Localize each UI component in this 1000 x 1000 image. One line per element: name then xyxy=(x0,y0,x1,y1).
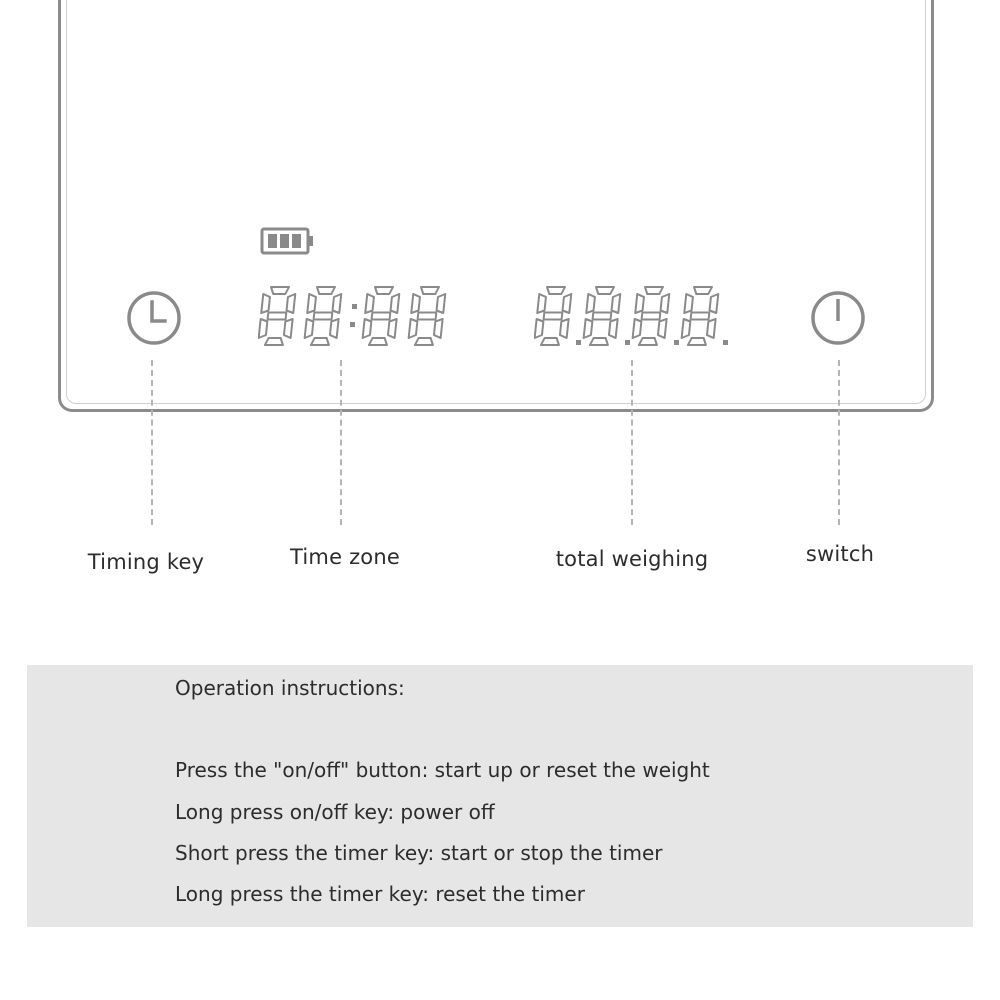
digit-segment xyxy=(374,287,393,294)
digit-segment xyxy=(307,294,316,313)
digit-segment xyxy=(635,294,644,313)
switch-leader xyxy=(838,360,840,525)
digit-segment xyxy=(259,319,268,338)
total-weighing-label: total weighing xyxy=(555,547,709,571)
instruction-line: Press the "on/off" button: start up or reset the weight xyxy=(175,758,710,782)
switch-label: switch xyxy=(805,542,875,566)
digit-segment xyxy=(595,287,614,294)
digit-segment xyxy=(562,294,571,313)
digit-segment xyxy=(434,319,443,338)
digit-segment xyxy=(688,338,707,345)
digit-segment xyxy=(314,313,333,320)
digit-segment xyxy=(390,294,399,313)
digit-segment xyxy=(411,294,420,313)
digit-segment xyxy=(541,338,560,345)
digit-segment xyxy=(415,338,434,345)
digit-segment xyxy=(372,313,391,320)
digit-segment xyxy=(660,294,669,313)
decimal-point xyxy=(576,340,581,345)
time-zone-leader xyxy=(340,360,342,525)
digit-segment xyxy=(560,319,569,338)
digit-segment xyxy=(709,294,718,313)
digit-segment xyxy=(436,294,445,313)
digit-segment xyxy=(388,319,397,338)
digit-segment xyxy=(546,287,565,294)
instruction-line: Short press the timer key: start or stop the timer xyxy=(175,841,663,865)
segment-digit xyxy=(583,287,621,345)
timing-key-label: Timing key xyxy=(87,550,205,574)
digit-segment xyxy=(330,319,339,338)
digit-segment xyxy=(584,319,593,338)
digit-segment xyxy=(409,319,418,338)
instruction-line: Long press on/off key: power off xyxy=(175,800,495,824)
digit-segment xyxy=(268,313,287,320)
digit-segment xyxy=(418,313,437,320)
segment-digit xyxy=(681,287,719,345)
digit-segment xyxy=(684,294,693,313)
digit-segment xyxy=(537,294,546,313)
digit-segment xyxy=(633,319,642,338)
colon-dot xyxy=(350,322,355,327)
segment-digit xyxy=(258,287,296,345)
digit-segment xyxy=(644,287,663,294)
digit-segment xyxy=(639,338,658,345)
time-display xyxy=(258,282,458,352)
digit-segment xyxy=(316,287,335,294)
digit-segment xyxy=(535,319,544,338)
digit-segment xyxy=(693,287,712,294)
total-weighing-leader xyxy=(631,360,633,525)
colon-dot xyxy=(352,304,357,309)
digit-segment xyxy=(691,313,710,320)
digit-segment xyxy=(305,319,314,338)
digit-segment xyxy=(286,294,295,313)
digit-segment xyxy=(332,294,341,313)
segment-digit xyxy=(632,287,670,345)
digit-segment xyxy=(609,319,618,338)
digit-segment xyxy=(284,319,293,338)
digit-segment xyxy=(270,287,289,294)
digit-segment xyxy=(311,338,330,345)
decimal-point xyxy=(625,340,630,345)
time-zone-label: Time zone xyxy=(290,545,400,569)
decimal-point xyxy=(674,340,679,345)
segment-digit xyxy=(362,287,400,345)
power-icon[interactable] xyxy=(807,287,869,349)
digit-segment xyxy=(707,319,716,338)
digit-segment xyxy=(590,338,609,345)
digit-segment xyxy=(363,319,372,338)
digit-segment xyxy=(611,294,620,313)
digit-segment xyxy=(261,294,270,313)
digit-segment xyxy=(642,313,661,320)
digit-segment xyxy=(658,319,667,338)
digit-segment xyxy=(544,313,563,320)
weight-display xyxy=(534,282,744,352)
digit-segment xyxy=(365,294,374,313)
segment-digit xyxy=(304,287,342,345)
digit-segment xyxy=(420,287,439,294)
instruction-line: Long press the timer key: reset the timer xyxy=(175,882,585,906)
decimal-point xyxy=(723,340,728,345)
scale-body-inner-outline xyxy=(66,0,926,404)
digit-segment xyxy=(682,319,691,338)
timing-key-leader xyxy=(151,360,153,525)
digit-segment xyxy=(369,338,388,345)
instructions-title: Operation instructions: xyxy=(175,676,405,700)
digit-segment xyxy=(265,338,284,345)
clock-icon[interactable] xyxy=(124,288,184,348)
battery-icon xyxy=(260,227,316,255)
segment-digit xyxy=(534,287,572,345)
digit-segment xyxy=(586,294,595,313)
digit-segment xyxy=(593,313,612,320)
segment-digit xyxy=(408,287,446,345)
